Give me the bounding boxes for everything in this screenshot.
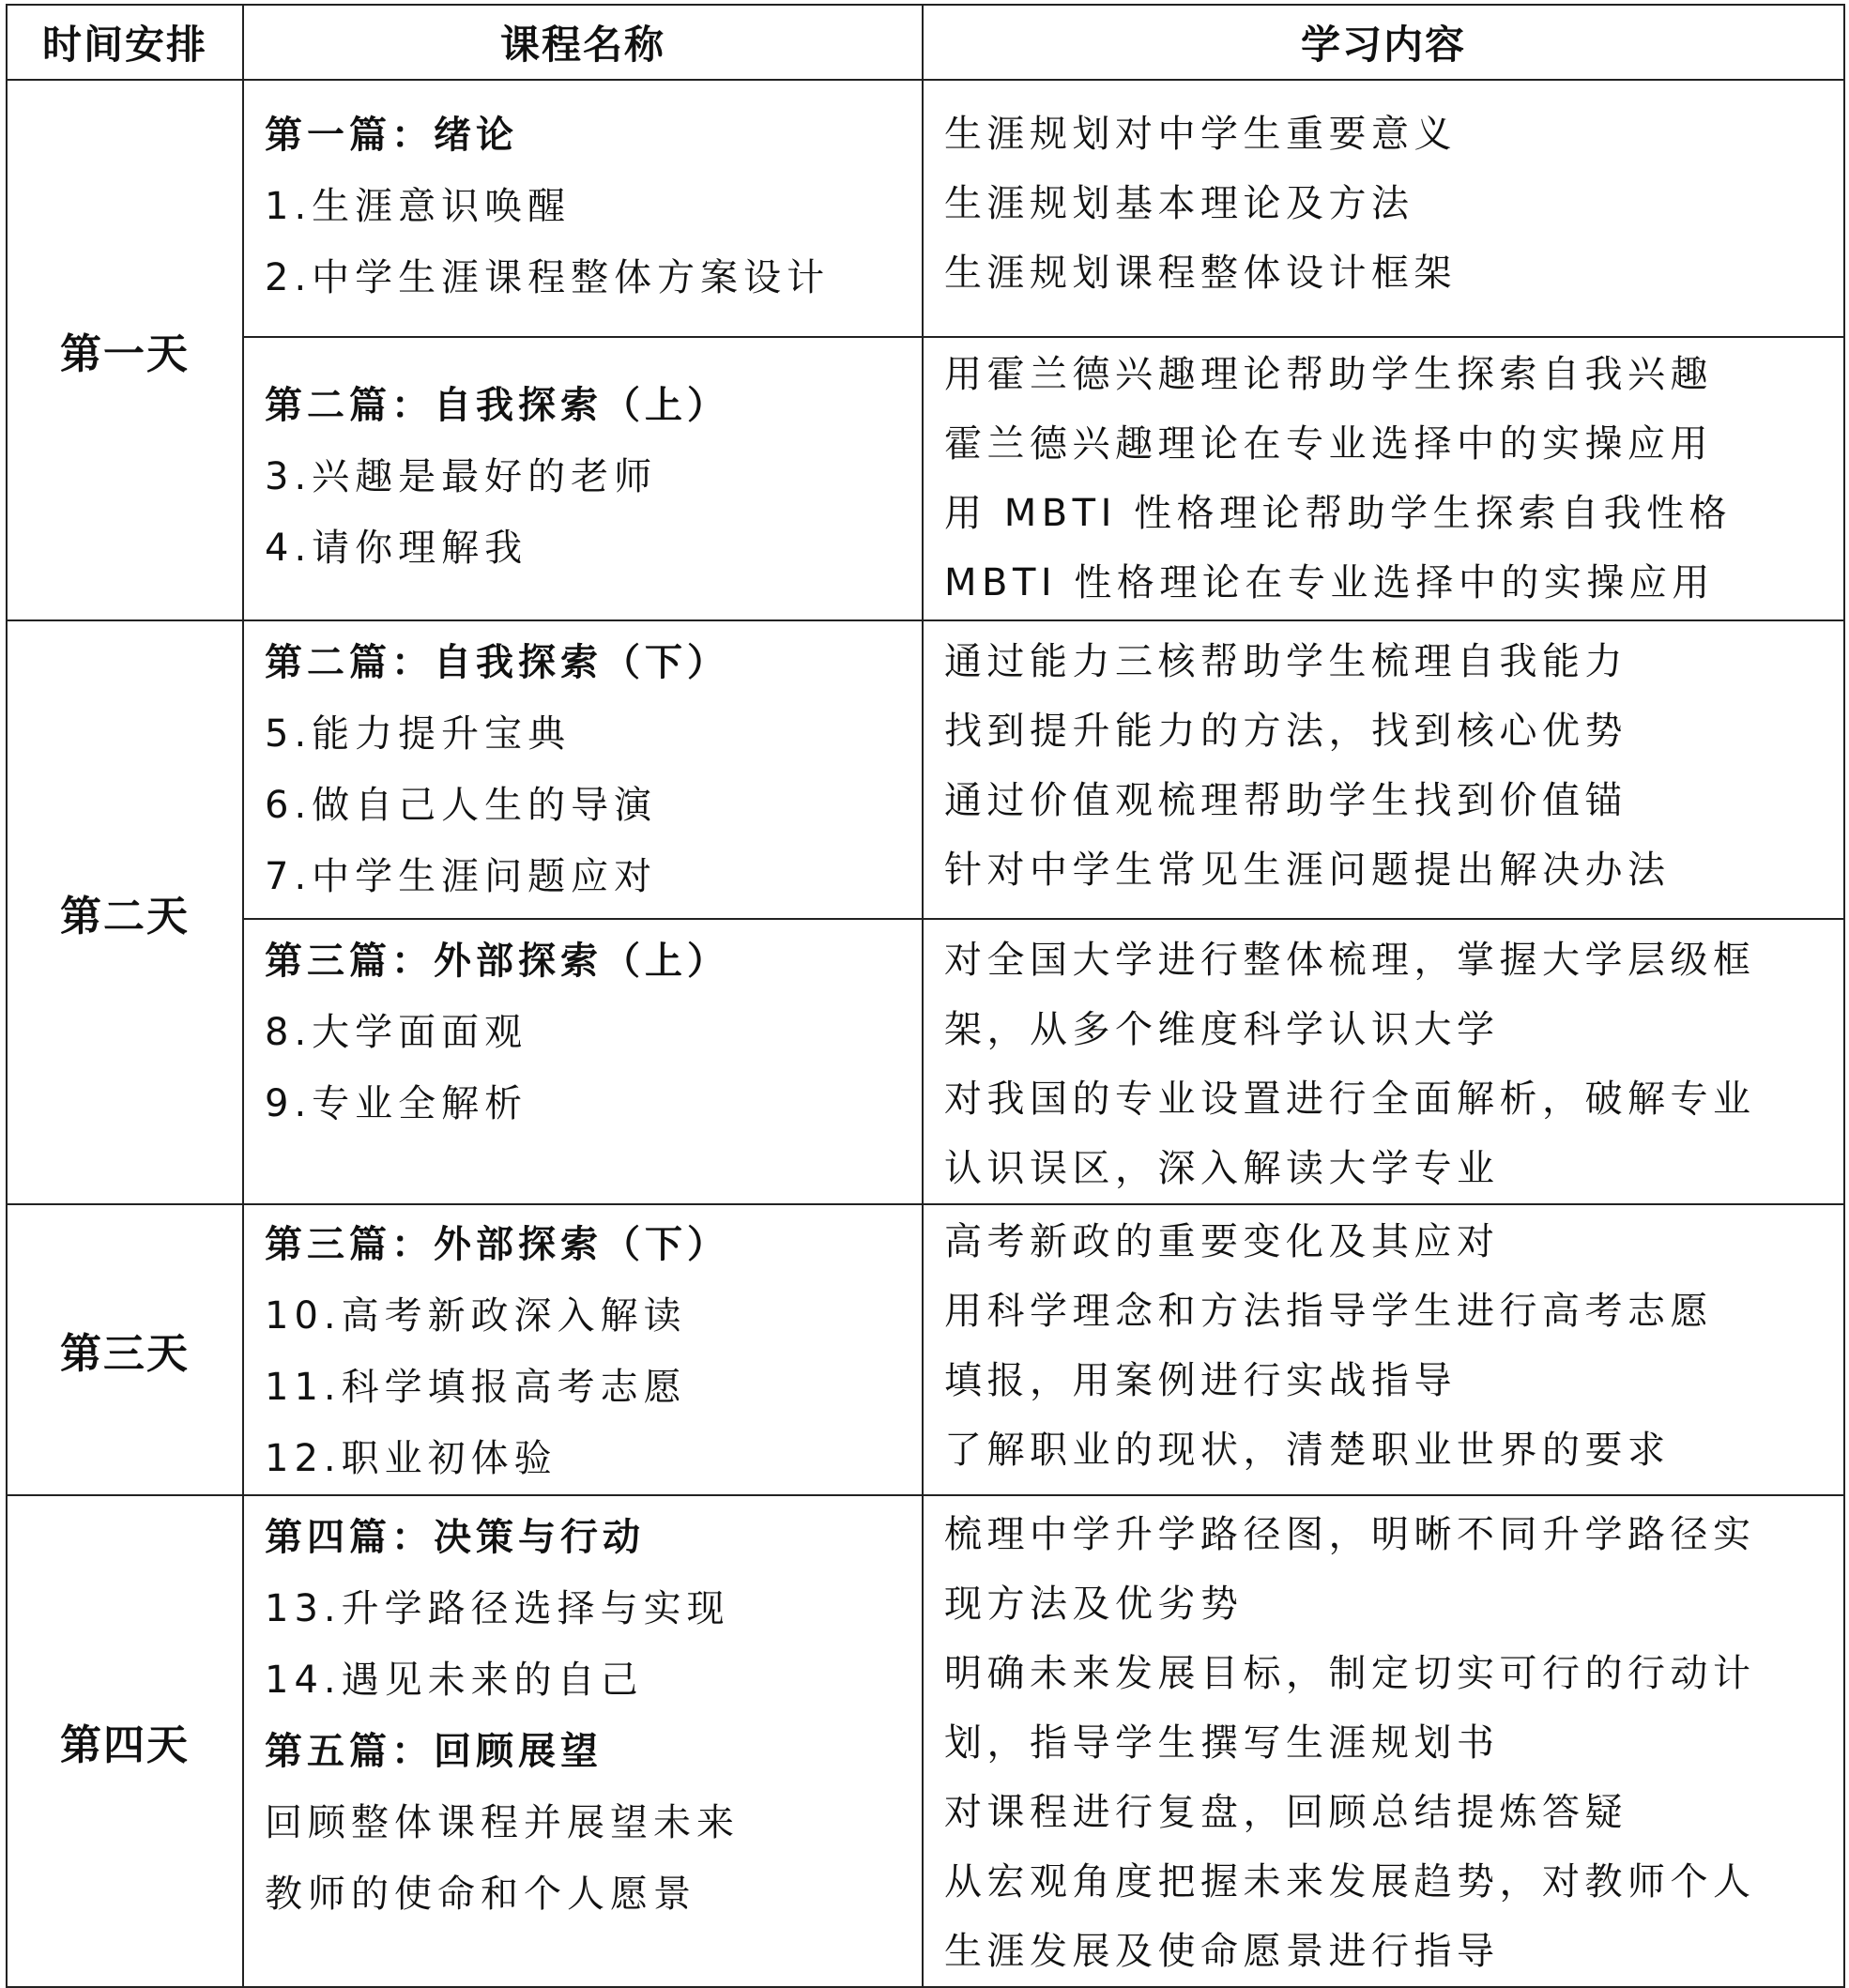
day-label: 第一天 [7, 80, 243, 620]
header-time: 时间安排 [7, 5, 243, 80]
chapter-title: 第一篇：绪论 [265, 114, 518, 157]
content-line: 从宏观角度把握未来发展趋势，对教师个人 [944, 1860, 1756, 1904]
content-line: 填报，用案例进行实战指导 [944, 1359, 1457, 1402]
content-line: 高考新政的重要变化及其应对 [944, 1220, 1500, 1263]
content-line: 通过价值观梳理帮助学生找到价值锚 [944, 779, 1627, 822]
chapter-title: 第三篇：外部探索（下） [265, 1223, 729, 1266]
header-row [7, 5, 1844, 80]
course-cell [243, 80, 923, 337]
content-line: 生涯发展及使命愿景进行指导 [944, 1930, 1500, 1973]
content-line: 用科学理念和方法指导学生进行高考志愿 [944, 1290, 1713, 1333]
table-row [7, 80, 1844, 337]
course-cell [243, 337, 923, 620]
course-item: 12.职业初体验 [265, 1437, 558, 1480]
course-item: 5.能力提升宝典 [265, 712, 572, 756]
content-line: 对课程进行复盘，回顾总结提炼答疑 [944, 1791, 1627, 1834]
content-line: 通过能力三核帮助学生梳理自我能力 [944, 640, 1627, 683]
content-line: 对我国的专业设置进行全面解析，破解专业 [944, 1078, 1756, 1121]
chapter-title: 第二篇：自我探索（下） [265, 641, 729, 684]
chapter-title: 第五篇：回顾展望 [265, 1730, 603, 1773]
course-item: 8.大学面面观 [265, 1011, 528, 1054]
content-line: 生涯规划课程整体设计框架 [944, 252, 1457, 295]
content-line: 认识误区，深入解读大学专业 [944, 1147, 1500, 1190]
course-item: 2.中学生涯课程整体方案设计 [265, 256, 831, 299]
table-row [7, 919, 1844, 1204]
content-line: 用 MBTI 性格理论帮助学生探索自我性格 [944, 492, 1733, 535]
content-line: 找到提升能力的方法，找到核心优势 [944, 710, 1627, 753]
chapter-title: 第二篇：自我探索（上） [265, 384, 729, 427]
course-cell [243, 620, 923, 919]
content-line: 梳理中学升学路径图，明晰不同升学路径实 [944, 1513, 1756, 1556]
chapter-title: 第三篇：外部探索（上） [265, 940, 729, 983]
content-cell [923, 80, 1844, 337]
content-line: 了解职业的现状，清楚职业世界的要求 [944, 1429, 1671, 1472]
content-line: 霍兰德兴趣理论在专业选择中的实操应用 [944, 422, 1713, 466]
content-line: 生涯规划对中学生重要意义 [944, 113, 1457, 156]
content-line: 对全国大学进行整体梳理，掌握大学层级框 [944, 939, 1756, 982]
course-item: 7.中学生涯问题应对 [265, 855, 658, 898]
table-row [7, 1204, 1844, 1495]
course-item: 11.科学填报高考志愿 [265, 1366, 687, 1409]
course-cell [243, 919, 923, 1204]
course-cell [243, 1495, 923, 1987]
day-label: 第四天 [7, 1495, 243, 1987]
course-item: 14.遇见未来的自己 [265, 1659, 644, 1702]
content-line: 划，指导学生撰写生涯规划书 [944, 1721, 1500, 1765]
content-line: 现方法及优劣势 [944, 1583, 1244, 1626]
course-item: 13.升学路径选择与实现 [265, 1587, 730, 1630]
content-line: 用霍兰德兴趣理论帮助学生探索自我兴趣 [944, 353, 1713, 396]
content-cell [923, 337, 1844, 620]
day-label: 第二天 [7, 620, 243, 1204]
table-row [7, 620, 1844, 919]
course-cell [243, 1204, 923, 1495]
course-item: 10.高考新政深入解读 [265, 1294, 687, 1338]
content-cell [923, 620, 1844, 919]
content-cell [923, 919, 1844, 1204]
content-line: 明确未来发展目标，制定切实可行的行动计 [944, 1652, 1756, 1695]
course-item: 1.生涯意识唤醒 [265, 185, 572, 228]
course-item: 6.做自己人生的导演 [265, 784, 658, 827]
course-item: 回顾整体课程并展望未来 [265, 1801, 740, 1844]
course-schedule-sheet [6, 4, 1843, 1979]
content-cell [923, 1495, 1844, 1987]
content-cell [923, 1204, 1844, 1495]
content-line: 架，从多个维度科学认识大学 [944, 1008, 1500, 1051]
header-course: 课程名称 [243, 5, 923, 80]
day-label: 第三天 [7, 1204, 243, 1495]
header-content: 学习内容 [923, 5, 1844, 80]
course-item: 4.请你理解我 [265, 527, 528, 570]
course-item: 教师的使命和个人愿景 [265, 1873, 696, 1916]
chapter-title: 第四篇：决策与行动 [265, 1516, 645, 1559]
content-line: MBTI 性格理论在专业选择中的实操应用 [944, 561, 1715, 604]
content-line: 针对中学生常见生涯问题提出解决办法 [944, 849, 1671, 892]
table-row [7, 337, 1844, 620]
table-row [7, 1495, 1844, 1987]
course-item: 9.专业全解析 [265, 1082, 528, 1125]
content-line: 生涯规划基本理论及方法 [944, 182, 1414, 225]
course-item: 3.兴趣是最好的老师 [265, 455, 658, 498]
course-schedule-table [6, 4, 1845, 1988]
